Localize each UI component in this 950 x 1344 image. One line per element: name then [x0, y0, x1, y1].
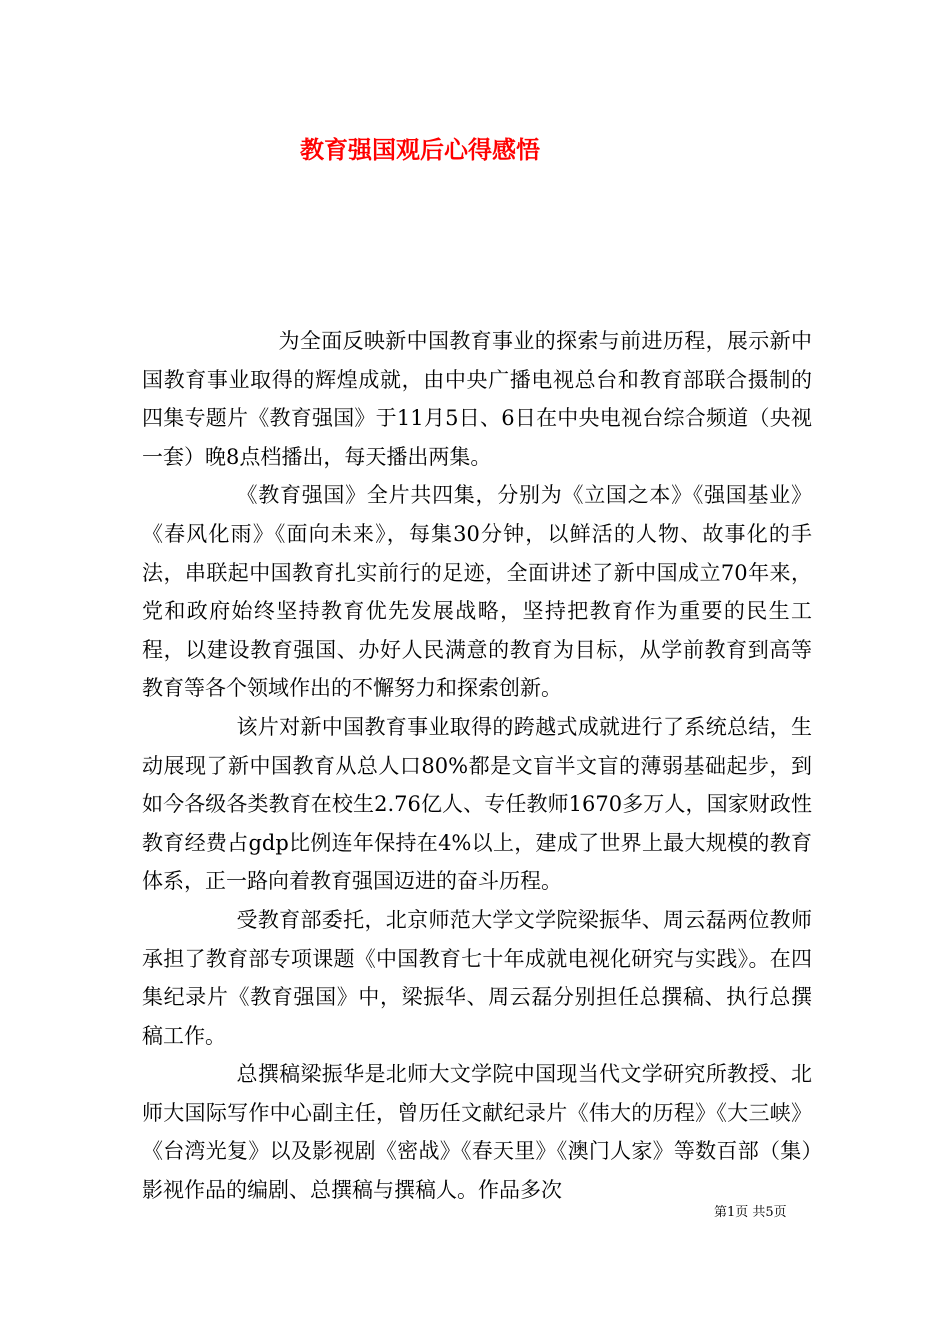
- paragraph-3: 该片对新中国教育事业取得的跨越式成就进行了系统总结，生动展现了新中国教育从总人口80%都是文盲半文盲的薄弱基础起步，到如今各级各类教育在校生2.76亿人、专任教师1670多万人，国家财政性教育经费占gdp比例连年保持在4%以上，建成了世界上最大规模的教育体系，正一路向着教育强国迈进的奋斗历程。: [142, 714, 812, 894]
- document-title: 教育强国观后心得感悟: [300, 135, 540, 164]
- page-footer: 第1页 共5页: [714, 1205, 787, 1220]
- document-body: [142, 322, 812, 1210]
- paragraph-1: 为全面反映新中国教育事业的探索与前进历程，展示新中国教育事业取得的辉煌成就，由中央广播电视总台和教育部联合摄制的四集专题片《教育强国》于11月5日、6日在中央电视台综合频道（央视一套）晚8点档播出，每天播出两集。: [142, 329, 812, 469]
- paragraph-2: 《教育强国》全片共四集，分别为《立国之本》《强国基业》《春风化雨》《面向未来》，每集30分钟，以鲜活的人物、故事化的手法，串联起中国教育扎实前行的足迹，全面讲述了新中国成立70年来，党和政府始终坚持教育优先发展战略，坚持把教育作为重要的民生工程，以建设教育强国、办好人民满意的教育为目标，从学前教育到高等教育等各个领域作出的不懈努力和探索创新。: [142, 483, 812, 701]
- paragraph-4: 受教育部委托，北京师范大学文学院梁振华、周云磊两位教师承担了教育部专项课题《中国教育七十年成就电视化研究与实践》。在四集纪录片《教育强国》中，梁振华、周云磊分别担任总撰稿、执行总撰稿工作。: [142, 907, 812, 1048]
- paragraph-5: 总撰稿梁振华是北师大文学院中国现当代文学研究所教授、北师大国际写作中心副主任，曾历任文献纪录片《伟大的历程》《大三峡》《台湾光复》以及影视剧《密战》《春天里》《澳门人家》等数百部（集）影视作品的编剧、总撰稿与撰稿人。作品多次: [142, 1062, 812, 1203]
